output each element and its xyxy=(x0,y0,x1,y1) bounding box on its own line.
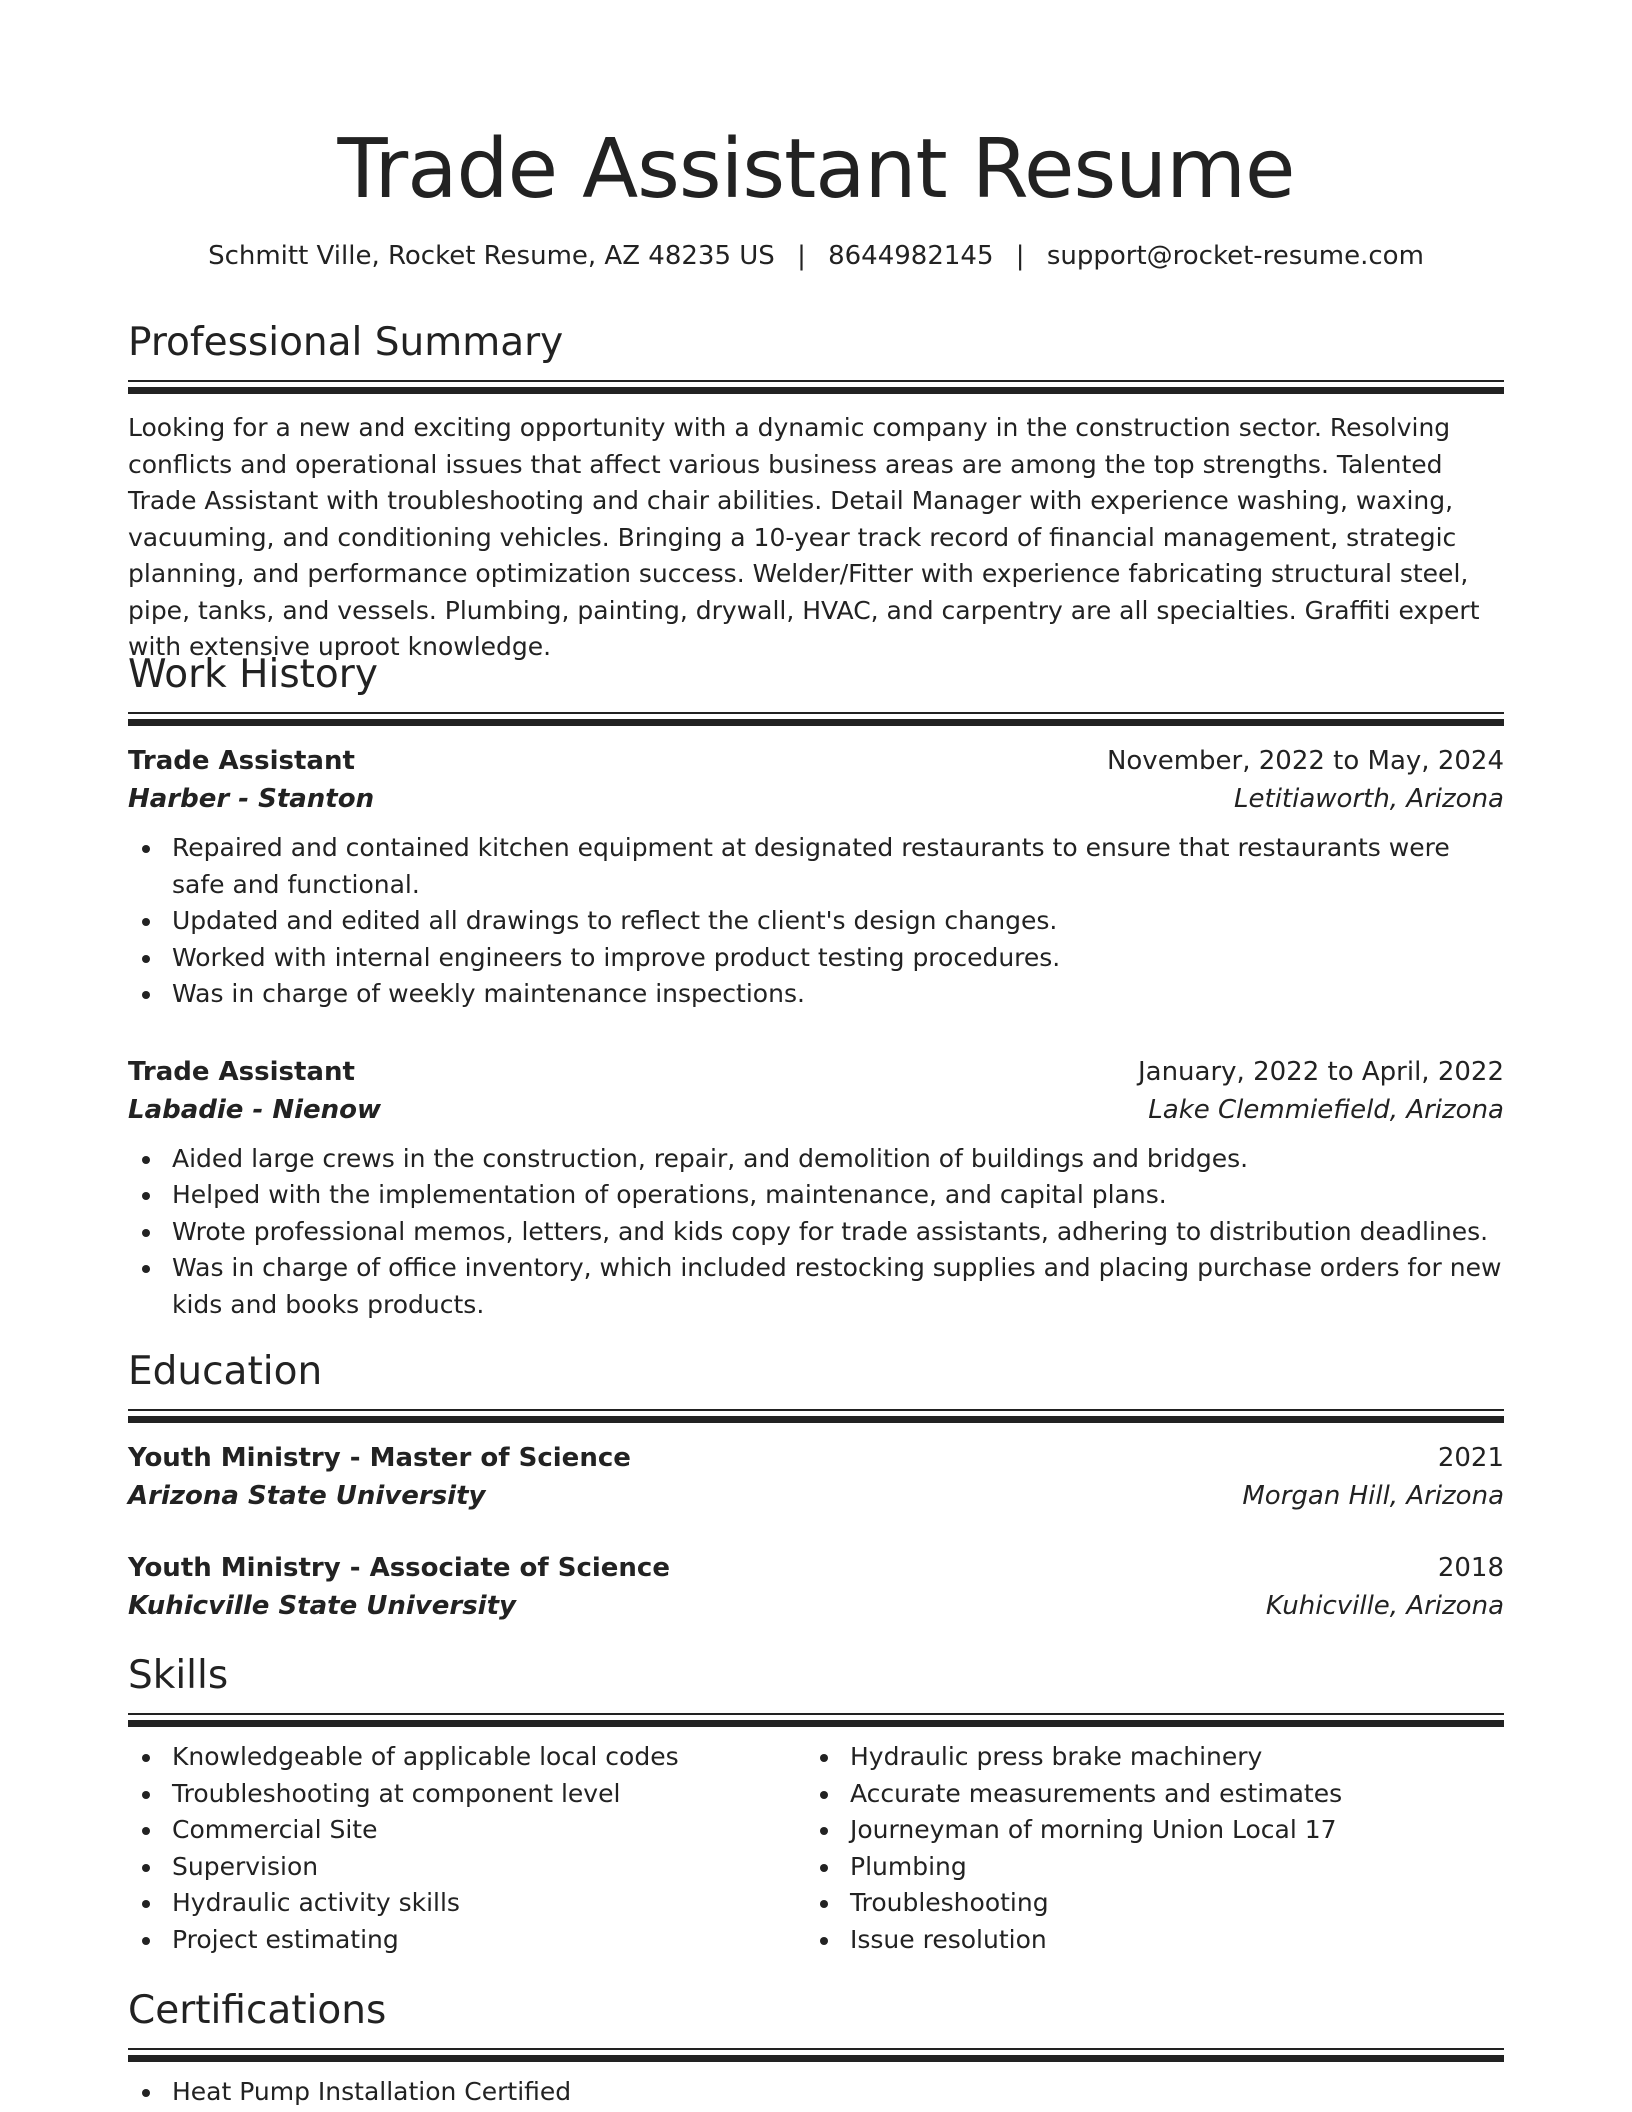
education-entry xyxy=(128,1549,1504,1625)
certification-item: Heat Pump Installation Certified xyxy=(128,2074,1504,2111)
contact-line xyxy=(128,238,1504,274)
skills-list-left xyxy=(128,1739,806,1958)
summary-section xyxy=(128,318,1504,666)
section-divider xyxy=(128,1713,1504,1727)
skill-item: Troubleshooting at component level xyxy=(128,1776,806,1813)
section-divider xyxy=(128,2048,1504,2062)
education-school: Kuhicville State University xyxy=(128,1591,516,1621)
job-bullet-list xyxy=(128,1141,1504,1324)
certifications-section xyxy=(128,1986,1504,2111)
education-location: Morgan Hill, Arizona xyxy=(1242,1481,1504,1511)
job-bullet: Worked with internal engineers to improve product testing procedures. xyxy=(128,940,1504,977)
job-company: Harber - Stanton xyxy=(128,784,375,814)
job-bullet: Repaired and contained kitchen equipment at designated restaurants to ensure that restaurants were safe and functional. xyxy=(128,830,1504,903)
section-heading-summary: Professional Summary xyxy=(128,320,564,365)
section-heading-certifications: Certifications xyxy=(128,1988,387,2033)
job-bullet: Wrote professional memos, letters, and kids copy for trade assistants, adhering to distribution deadlines. xyxy=(128,1214,1504,1251)
job-dates: January, 2022 to April, 2022 xyxy=(1137,1056,1504,1087)
job-bullet: Aided large crews in the construction, repair, and demolition of buildings and bridges. xyxy=(128,1141,1504,1178)
education-degree: Youth Ministry - Associate of Science xyxy=(128,1553,670,1583)
education-school: Arizona State University xyxy=(128,1481,486,1511)
section-divider xyxy=(128,712,1504,726)
skill-item: Project estimating xyxy=(128,1922,806,1959)
skill-item: Journeyman of morning Union Local 17 xyxy=(806,1812,1484,1849)
job-bullet: Was in charge of weekly maintenance inspections. xyxy=(128,976,1504,1013)
section-heading-work: Work History xyxy=(128,652,378,697)
summary-text: Looking for a new and exciting opportunity with a dynamic company in the construction sector. Resolving conflicts and operational issues that affect various business areas are among the top strengths. Talented Trade Assistant with troubleshooting and chair abilities. Detail Manager with experience washing, waxing, vacuuming, and conditioning vehicles. Bringing a 10-year track record of financial management, strategic planning, and performance optimization success. Welder/Fitter with experience fabricating structural steel, pipe, tanks, and vessels. Plumbing, painting, drywall, HVAC, and carpentry are all specialties. Graffiti expert with extensive uproot knowledge. xyxy=(128,413,1480,661)
skill-item: Hydraulic activity skills xyxy=(128,1885,806,1922)
job-entry xyxy=(128,742,1504,1013)
contact-separator: | xyxy=(1015,241,1025,271)
skill-item: Accurate measurements and estimates xyxy=(806,1776,1484,1813)
job-title: Trade Assistant xyxy=(128,746,355,776)
job-location: Letitiaworth, Arizona xyxy=(1234,784,1504,814)
education-year: 2021 xyxy=(1437,1443,1504,1473)
skill-item: Plumbing xyxy=(806,1849,1484,1886)
skills-list-right xyxy=(806,1739,1484,1958)
skill-item: Supervision xyxy=(128,1849,806,1886)
section-divider xyxy=(128,1409,1504,1423)
job-dates: November, 2022 to May, 2024 xyxy=(1106,746,1504,776)
education-location: Kuhicville, Arizona xyxy=(1265,1591,1504,1621)
job-location: Lake Clemmiefield, Arizona xyxy=(1148,1094,1504,1125)
skills-columns xyxy=(128,1727,1504,1958)
skill-item: Commercial Site xyxy=(128,1812,806,1849)
skill-item: Hydraulic press brake machinery xyxy=(806,1739,1484,1776)
section-heading-skills: Skills xyxy=(128,1653,229,1698)
job-bullet: Updated and edited all drawings to reflect the client's design changes. xyxy=(128,903,1504,940)
contact-email: support@rocket-resume.com xyxy=(1046,241,1424,271)
skill-item: Issue resolution xyxy=(806,1922,1484,1959)
certifications-list xyxy=(128,2074,1504,2111)
education-section xyxy=(128,1347,1504,1625)
resume-title: Trade Assistant Resume xyxy=(337,122,1295,217)
skill-item: Troubleshooting xyxy=(806,1885,1484,1922)
job-bullet: Helped with the implementation of operations, maintenance, and capital plans. xyxy=(128,1177,1504,1214)
education-entry xyxy=(128,1439,1504,1515)
job-company: Labadie - Nienow xyxy=(128,1094,382,1125)
education-year: 2018 xyxy=(1437,1553,1504,1583)
resume-page xyxy=(128,0,1504,2106)
contact-separator: | xyxy=(797,241,806,271)
skills-section xyxy=(128,1651,1504,1958)
work-history-section xyxy=(128,650,1504,1323)
skill-item: Knowledgeable of applicable local codes xyxy=(128,1739,806,1776)
section-heading-education: Education xyxy=(128,1349,323,1394)
job-bullet: Was in charge of office inventory, which included restocking supplies and placing purchase orders for new kids and books products. xyxy=(128,1250,1504,1323)
education-degree: Youth Ministry - Master of Science xyxy=(128,1443,631,1473)
job-entry xyxy=(128,1053,1504,1324)
contact-address: Schmitt Ville, Rocket Resume, AZ 48235 US xyxy=(208,241,775,271)
contact-phone: 8644982145 xyxy=(828,241,994,271)
job-bullet-list xyxy=(128,830,1504,1013)
section-divider xyxy=(128,380,1504,394)
job-title: Trade Assistant xyxy=(128,1056,355,1087)
